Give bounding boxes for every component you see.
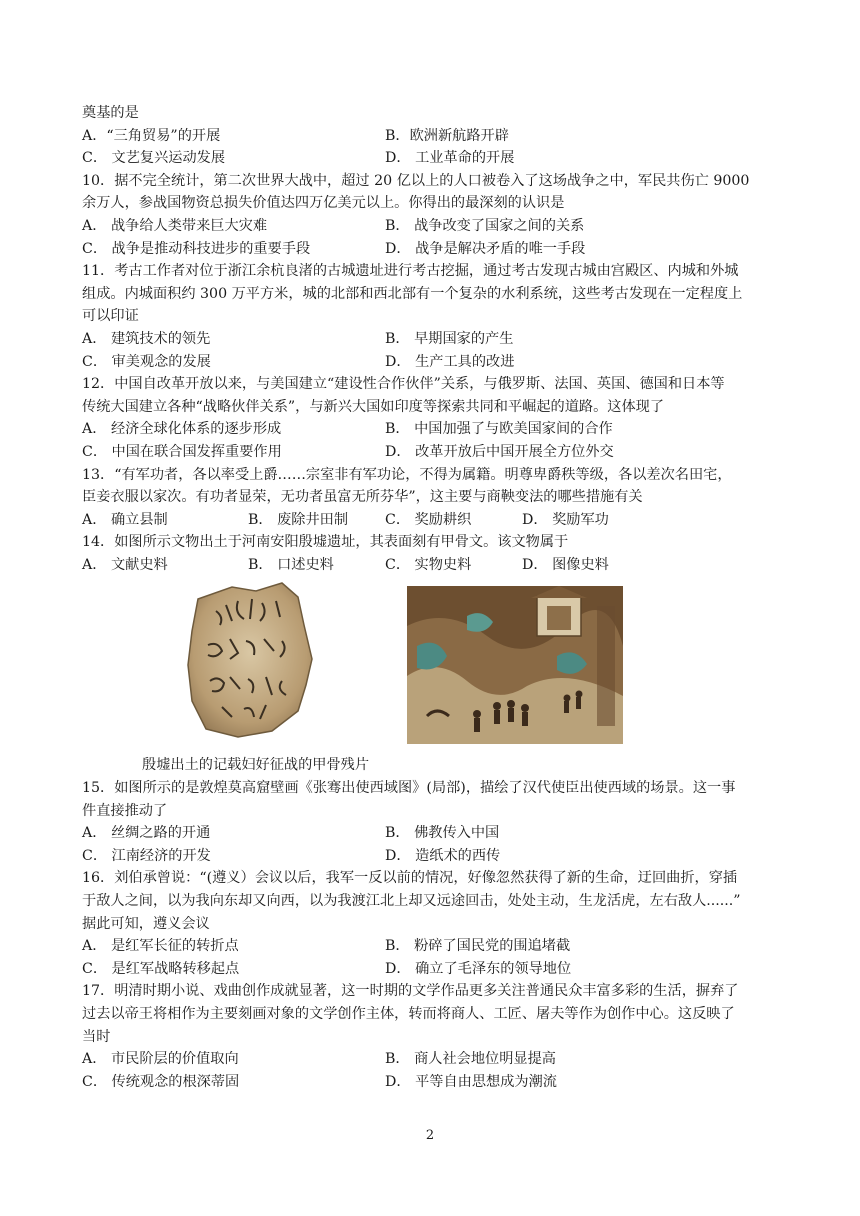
- q11-stem-line-3: 可以印证: [82, 308, 139, 325]
- q11-option-a[interactable]: A． 建筑技术的领先: [82, 330, 211, 347]
- q14-option-b[interactable]: B． 口述史料: [248, 556, 334, 573]
- q11-stem-line-2: 组成。内城面积约 300 万平方米，城的北部和西北部有一个复杂的水利系统，这些考古发现在一定程度上: [82, 285, 743, 302]
- q13-option-a[interactable]: A． 确立县制: [82, 511, 168, 528]
- q15-stem-line-2: 件直接推动了: [82, 802, 168, 819]
- question-fragment: 奠基的是: [82, 105, 139, 121]
- q11-option-d[interactable]: D． 生产工具的改进: [385, 353, 515, 370]
- q10-stem-line-2: 余万人，参战国物资总损失价值达四万亿美元以上。你得出的最深刻的认识是: [82, 195, 565, 212]
- q17-options-row-2: [82, 1071, 782, 1094]
- q14-options-row: [82, 554, 782, 577]
- q10-options-row-1: [82, 215, 782, 238]
- q15-options-row-2: [82, 845, 782, 868]
- q11-option-b[interactable]: B． 早期国家的产生: [385, 330, 514, 347]
- q16-options-row-2: [82, 958, 782, 981]
- q12-stem-line-1: 12．中国自改革开放以来，与美国建立“建设性合作伙伴”关系，与俄罗斯、法国、英国、德国和日本等: [82, 376, 725, 393]
- q15-option-c[interactable]: C． 江南经济的开发: [82, 847, 211, 864]
- q9-option-b[interactable]: B．欧洲新航路开辟: [385, 127, 509, 144]
- q16-stem-line-2: 于敌人之间，以为我向东却又向西，以为我渡江北上却又远途回击，处处主动，生龙活虎，左右敌人......”: [82, 893, 741, 910]
- q11-option-c[interactable]: C． 审美观念的发展: [82, 353, 211, 370]
- figure-row: [82, 576, 782, 754]
- q17-option-a[interactable]: A． 市民阶层的价值取向: [82, 1051, 239, 1068]
- q11-options-row-1: [82, 328, 782, 351]
- q13-stem-line-1: 13．“有军功者，各以率受上爵……宗室非有军功论，不得为属籍。明尊卑爵秩等级，各以差次名田宅，: [82, 466, 732, 483]
- q9-option-a[interactable]: A．“三角贸易”的开展: [82, 127, 221, 144]
- q13-option-d[interactable]: D． 奖励军功: [522, 511, 609, 528]
- q15-stem-line-1: 15．如图所示的是敦煌莫高窟壁画《张骞出使西域图》(局部)，描绘了汉代使臣出使西域的场景。这一事: [82, 780, 736, 797]
- q15-option-a[interactable]: A． 丝绸之路的开通: [82, 825, 211, 842]
- q16-option-a[interactable]: A． 是红军长征的转折点: [82, 938, 239, 955]
- oracle-bone-image: [186, 581, 314, 739]
- q11-stem-line-1: 11．考古工作者对位于浙江余杭良渚的古城遗址进行考古挖掘，通过考古发现古城由宫殿区、内城和外城: [82, 263, 739, 280]
- q9-option-c[interactable]: C． 文艺复兴运动发展: [82, 150, 226, 167]
- q13-option-b[interactable]: B． 废除井田制: [248, 511, 349, 528]
- q17-options-row-1: [82, 1048, 782, 1071]
- q9-option-d[interactable]: D． 工业革命的开展: [385, 150, 515, 167]
- q15-option-d[interactable]: D． 造纸术的西传: [385, 847, 501, 864]
- q14-option-c[interactable]: C． 实物史料: [385, 556, 472, 573]
- q10-option-d[interactable]: D． 战争是解决矛盾的唯一手段: [385, 240, 586, 257]
- q12-option-c[interactable]: C． 中国在联合国发挥重要作用: [82, 443, 282, 460]
- q15-options-row-1: [82, 822, 782, 845]
- q9-options-row-2: [82, 147, 782, 170]
- q12-options-row-2: [82, 441, 782, 464]
- q15-option-b[interactable]: B． 佛教传入中国: [385, 825, 500, 842]
- dunhuang-mural-image: [407, 586, 623, 744]
- q10-options-row-2: [82, 238, 782, 261]
- q17-stem-line-2: 过去以帝王将相作为主要刻画对象的文学创作主体，转而将商人、工匠、屠夫等作为创作中心。这反映了: [82, 1006, 735, 1022]
- q10-option-b[interactable]: B． 战争改变了国家之间的关系: [385, 217, 585, 234]
- q17-stem-line-3: 当时: [82, 1028, 111, 1045]
- q16-option-c[interactable]: C． 是红军战略转移起点: [82, 960, 240, 977]
- q10-option-c[interactable]: C． 战争是推动科技进步的重要手段: [82, 240, 311, 257]
- q13-stem-line-2: 臣妾衣服以家次。有功者显荣，无功者虽富无所芬华”，这主要与商鞅变法的哪些措施有关: [82, 489, 643, 506]
- q17-option-d[interactable]: D． 平等自由思想成为潮流: [385, 1073, 557, 1090]
- q11-options-row-2: [82, 351, 782, 374]
- q12-stem-line-2: 传统大国建立各种“战略伙伴关系”，与新兴大国如印度等探索共同和平崛起的道路。这体现了: [82, 398, 665, 415]
- q16-option-b[interactable]: B． 粉碎了国民党的围追堵截: [385, 938, 571, 955]
- q14-option-d[interactable]: D． 图像史料: [522, 556, 609, 573]
- q12-option-b[interactable]: B． 中国加强了与欧美国家间的合作: [385, 421, 613, 438]
- exam-page: [82, 102, 782, 1093]
- q14-option-a[interactable]: A． 文献史料: [82, 556, 168, 573]
- q10-option-a[interactable]: A． 战争给人类带来巨大灾难: [82, 217, 268, 234]
- q12-options-row-1: [82, 418, 782, 441]
- q10-stem-line-1: 10．据不完全统计，第二次世界大战中，超过 20 亿以上的人口被卷入了这场战争之中，军民共伤亡 9000: [82, 172, 750, 189]
- q12-option-d[interactable]: D． 改革开放后中国开展全方位外交: [385, 443, 614, 460]
- figure-caption: 殷墟出土的记载妇好征战的甲骨残片: [142, 757, 370, 774]
- q14-stem-line-1: 14．如图所示文物出土于河南安阳殷墟遗址，其表面刻有甲骨文。该文物属于: [82, 534, 569, 551]
- q13-option-c[interactable]: C． 奖励耕织: [385, 511, 472, 528]
- q17-option-c[interactable]: C． 传统观念的根深蒂固: [82, 1073, 240, 1090]
- q16-option-d[interactable]: D． 确立了毛泽东的领导地位: [385, 960, 572, 977]
- q17-option-b[interactable]: B． 商人社会地位明显提高: [385, 1051, 556, 1068]
- q13-options-row: [82, 509, 782, 532]
- q9-options-row-1: [82, 125, 782, 148]
- q16-stem-line-1: 16．刘伯承曾说：“(遵义）会议以后，我军一反以前的情况，好像忽然获得了新的生命，迂回曲折，穿插: [82, 870, 738, 887]
- q12-option-a[interactable]: A． 经济全球化体系的逐步形成: [82, 421, 282, 438]
- q16-stem-line-3: 据此可知，遵义会议: [82, 915, 210, 932]
- q16-options-row-1: [82, 935, 782, 958]
- q17-stem-line-1: 17．明清时期小说、戏曲创作成就显著，这一时期的文学作品更多关注普通民众丰富多彩的生活，摒弃了: [82, 983, 739, 1000]
- page-number: 2: [425, 1128, 435, 1143]
